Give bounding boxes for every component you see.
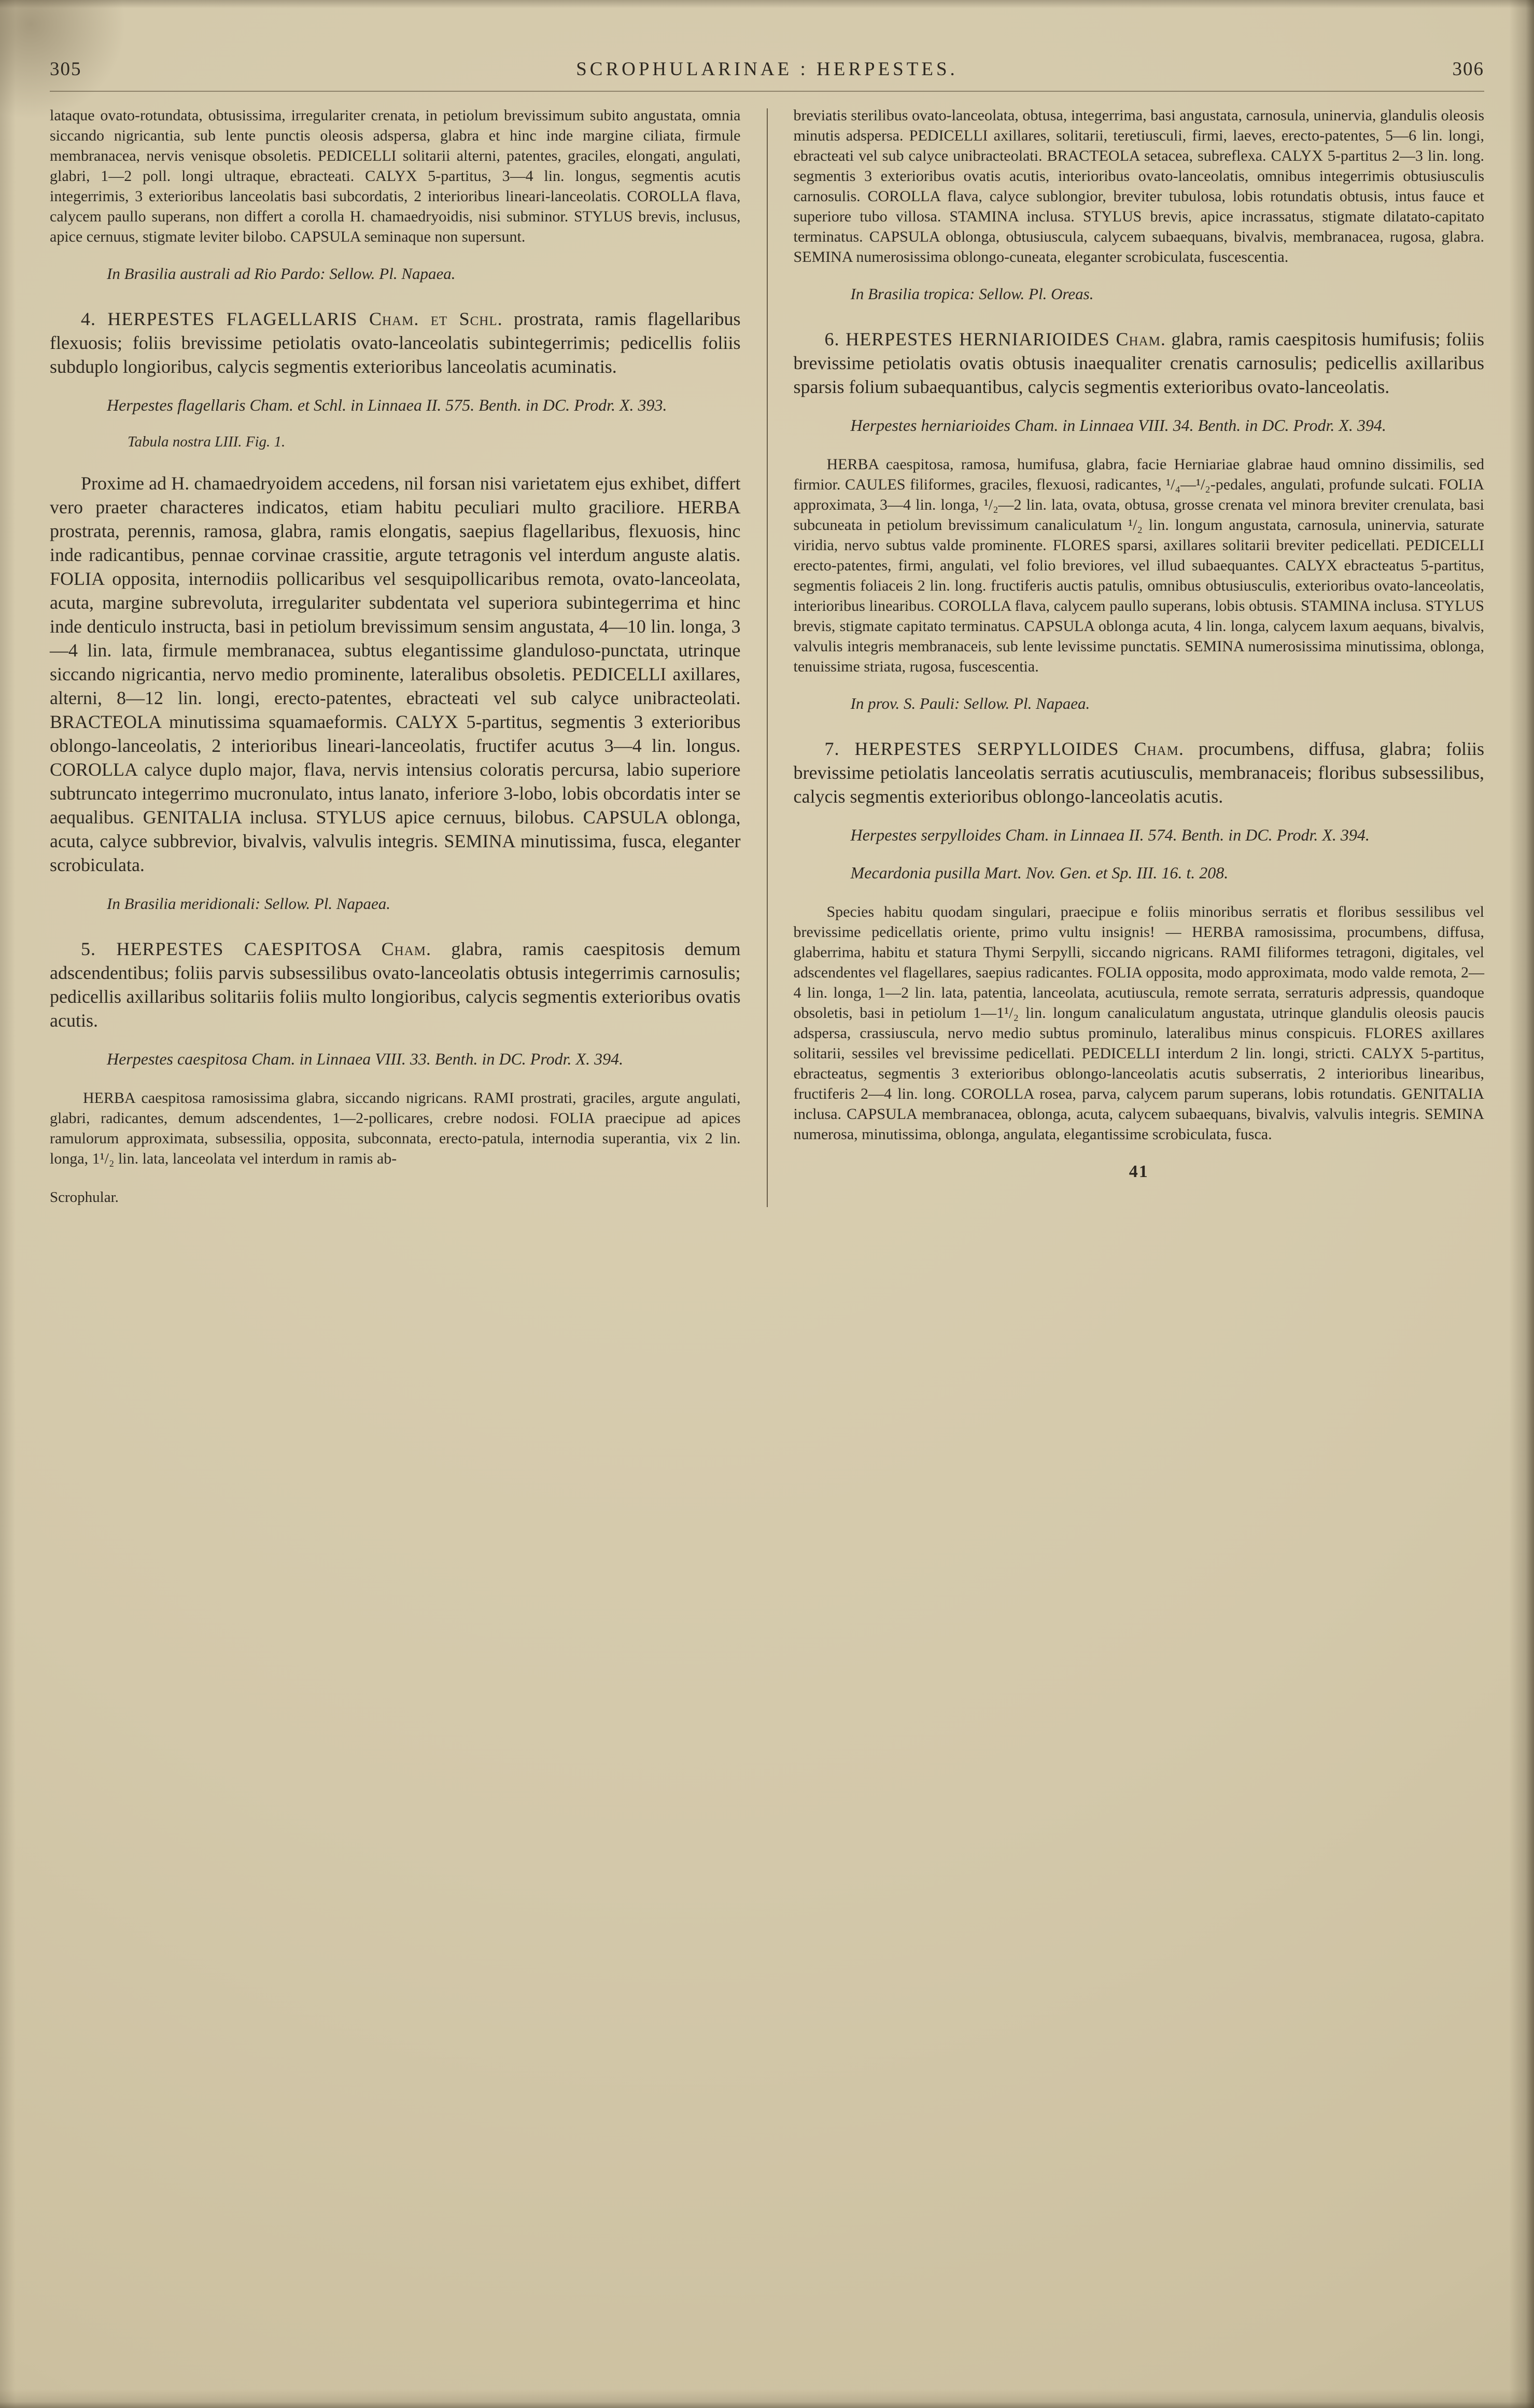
species-7-citation-1: Herpestes serpylloides Cham. in Linnaea II. 574. Benth. in DC. Prodr. X. 394. [850,825,1370,844]
continued-description-paragraph: lataque ovato-rotundata, obtusissima, irregulariter crenata, in petiolum brevissimum subito angustata, omnia siccando nigricantia, sub lente punctis oleosis adspersa, glabra et hinc inde margine ciliata, firmule membranacea, nervis venisque obsoletis. PEDICELLI solitarii alterni, patentes, graciles, elongati, angulati, glabri, 1—2 poll. longi ultraque, ebracteati. CALYX 5-partitus, 3—4 lin. longus, segmentis acutis integerrimis, 3 exterioribus lanceolatis basi subcordatis, 2 interioribus lineari-lanceolatis. COROLLA flava, calycem paullo superans, non differt a corolla H. chamaedryoidis, nisi subminor. STYLUS brevis, inclusus, apice cernuus, stigmate leviter bilobo. CAPSULA seminaque non supersunt. [50,107,741,245]
signature-mark: Scrophular. [50,1189,119,1206]
species-5-diagnosis: glabra, ramis caespitosis demum adscendentibus; foliis parvis subsessilibus ovato-lanceolatis obtusis integerrimis carnosulis; pedicellis axillaribus solitariis foliis multo longioribus, calycis segmentis exterioribus ovatis acutis. [50,939,741,1031]
column-divider-rule [767,108,768,1207]
continued-description-paragraph: breviatis sterilibus ovato-lanceolata, obtusa, integerrima, basi angustata, carnosula, uninervia, glandulis oleosis minutis adspersa. PEDICELLI axillares, solitarii, teretiusculi, firmi, laeves, erecto-patentes, 5—6 lin. longi, ebracteati vel sub calyce unibracteolati. BRACTEOLA setacea, subreflexa. CALYX 5-partitus 2—3 lin. long. segmentis 3 exterioribus ovatis acutis, interioribus ovato-lanceolatis, omnibus integerrimis obtusiusculis carnosulis. COROLLA flava, calyce sublongior, breviter tubulosa, lobis rotundatis obtusis, intus fauce et superiore tubo villosa. STAMINA inclusa. STYLUS brevis, apice incrassatus, stigmate dilatato-capitato terminatus. CAPSULA oblonga, obtusiuscula, calycem subaequans, bivalvis, membranacea, rugosa, glabra. SEMINA numerosissima oblongo-cuneata, eleganter scrobiculata, fuscescentia. [793,107,1484,265]
species-5-description: HERBA caespitosa ramosissima glabra, siccando nigricans. RAMI prostrati, graciles, argute angulati, glabri, radicantes, demum adscendentes, 1—2-pollicares, crebre nodosi. FOLIA praecipue ad apices ramulorum approximata, subsessilia, opposita, subconnata, erecto-patula, internodia superantia, vix 2 lin. longa, 1¹/₂ lin. lata, lanceolata vel interdum in ramis ab- [50,1089,741,1167]
page-number-left: 305 [50,59,82,80]
species-7-citation-2: Mecardonia pusilla Mart. Nov. Gen. et Sp. III. 16. t. 208. [850,863,1229,882]
species-7-heading-paragraph [794,737,1485,808]
species-5-heading-paragraph [50,937,741,1032]
running-title: SCROPHULARINAE : HERPESTES. [576,59,958,80]
running-head [0,0,1534,80]
header-rule [50,91,1484,92]
species-6-description: HERBA caespitosa, ramosa, humifusa, glabra, facie Herniariae glabrae haud omnino dissimilis, sed firmior. CAULES filiformes, graciles, flexuosi, radicantes, ¹/₄—¹/₂-pedales, angulati, profunde sulcati. FOLIA approximata, 3—4 lin. longa, ¹/₂—2 lin. lata, ovata, obtusa, grosse crenata vel minora breviter crenulata, basi subcuneata in petiolum brevissimum canaliculatum ¹/₂ lin. longum angustata, carnosula, uninervia, saturate viridia, nervo subtus valde prominente. FLORES sparsi, axillares solitarii breviter pedicellati. PEDICELLI erecto-patentes, firmi, angulati, vel folio breviores, vel illud subaequantes. CALYX ebracteatus 5-partitus, segmentis foliaceis 2 lin. long. fructiferis auctis patulis, omnibus obtusiusculis, exterioribus ovato-lanceolatis, interioribus linearibus. COROLLA flava, calycem paullo superans, lobis obtusis. STAMINA inclusa. STYLUS brevis, stigmate capitato terminatus. CAPSULA oblonga acuta, 4 lin. longa, calycem laxum aequans, bivalvis, valvulis integris membranaceis, sub lente levissime punctatis. SEMINA numerosissima minutissima, oblonga, tenuissime striata, rugosa, fuscescentia. [793,456,1484,675]
species-4-citation: Herpestes flagellaris Cham. et Schl. in Linnaea II. 575. Benth. in DC. Prodr. X. 393. [107,396,667,414]
species-4-heading-paragraph [50,307,741,379]
locality-note-species-5: In Brasilia tropica: Sellow. Pl. Oreas. [850,285,1094,303]
species-4-diagnosis: prostrata, ramis flagellaribus flexuosis; foliis brevissime petiolatis ovato-lanceolatis subintegerrimis; pedicellis foliis subduplo longioribus, calycis segmentis exterioribus lanceolatis acuminatis. [50,309,741,377]
species-4-description: Proxime ad H. chamaedryoidem accedens, nil forsan nisi varietatem ejus exhibet, differt vero praeter characteres indicatos, etiam habitu peculiari multo graciliore. HERBA prostrata, perennis, ramosa, glabra, ramis elongatis, saepius flagellaribus, flexuosis, hinc inde radicantibus, pennae corvinae crassitie, argute tetragonis vel interdum anguste alatis. FOLIA opposita, internodiis pollicaribus vel sesquipollicaribus remota, ovato-lanceolata, acuta, margine subrevoluta, irregulariter subdentata vel superiora subintegerrima et hinc inde denticulo instructa, basi in petiolum brevissimum sensim angustata, 4—10 lin. longa, 3—4 lin. lata, firmule membranacea, subtus elegantissime glanduloso-punctata, utrinque siccando nigricantia, nervo medio prominente, lateralibus obsoletis. PEDICELLI axillares, alterni, 8—12 lin. longi, erecto-patentes, ebracteati vel sub calyce unibracteolati. BRACTEOLA minutissima squamaeformis. CALYX 5-partitus, segmentis 3 exterioribus oblongo-lanceolatis, 2 interioribus lineari-lanceolatis, fructifer acutus 3—4 lin. longus. COROLLA calyce duplo major, flava, nervis intensius coloratis percursa, labio superiore subtruncato integerrimo mucronulato, intus lanato, inferiore 3-lobo, lobis obcordatis inter se aequalibus. GENITALIA inclusa. STYLUS apice cernuus, bilobus. CAPSULA oblonga, acuta, calyce subbrevior, bivalvis, valvulis integris. SEMINA minutissima, fusca, eleganter scrobiculata. [50,473,741,875]
species-6-heading-paragraph [794,327,1485,399]
species-6-name: 6. HERPESTES HERNIARIOIDES Cham. [824,329,1166,349]
species-4-locality: In Brasilia meridionali: Sellow. Pl. Napaea. [107,894,391,913]
species-6-citation: Herpestes herniarioides Cham. in Linnaea VIII. 34. Benth. in DC. Prodr. X. 394. [850,416,1386,435]
species-5-citation: Herpestes caespitosa Cham. in Linnaea VIII. 33. Benth. in DC. Prodr. X. 394. [107,1049,624,1068]
species-7-diagnosis: procumbens, diffusa, glabra; foliis brevissime petiolatis lanceolatis serratis acutiusculis, membranaceis; floribus subsessilibus, calycis segmentis exterioribus oblongo-lanceolatis acutis. [793,738,1484,807]
left-column [50,105,741,1207]
page-number-right: 306 [1452,59,1484,80]
species-7-name: 7. HERPESTES SERPYLLOIDES Cham. [824,738,1184,759]
sheet-number: 41 [1129,1162,1149,1181]
right-column [794,105,1485,1207]
species-5-name: 5. HERPESTES CAESPITOSA Cham. [81,939,431,959]
species-4-plate-reference: Tabula nostra LIII. Fig. 1. [128,433,286,450]
species-6-locality: In prov. S. Pauli: Sellow. Pl. Napaea. [850,694,1090,712]
species-6-diagnosis: glabra, ramis caespitosis humifusis; foliis brevissime petiolatis ovatis obtusis inaequaliter crenatis carnosulis; pedicellis axillaribus sparsis folium subaequantibus, calycis segmentis exterioribus ovato-lanceolatis. [793,329,1485,397]
text-columns [50,105,1484,1207]
locality-note-species-3: In Brasilia australi ad Rio Pardo: Sellow. Pl. Napaea. [107,264,456,283]
species-4-name: 4. HERPESTES FLAGELLARIS Cham. et Schl. [81,309,503,329]
species-7-description: Species habitu quodam singulari, praecipue e foliis minoribus serratis et floribus sessilibus vel brevissime pedicellatis oriente, primo vultu insignis! — HERBA ramosissima, procumbens, diffusa, glaberrima, habitu et statura Thymi Serpylli, siccando nigricans. RAMI filiformes tetragoni, digitales, vel adscendentes vel flagellares, saepius radicantes. FOLIA opposita, modo approximata, modo valde remota, 2—4 lin. longa, 1—2 lin. lata, patentia, lanceolata, acutiuscula, remote serrata, serraturis adpressis, quandoque obsoletis, basi in petiolum 1—1¹/₂ lin. longum canaliculatum angustata, utrinque glandulis oleosis paucis adspersa, crassiuscula, nervo medio subtus prominulo, lateralibus minus conspicuis. FLORES axillares solitarii, sessiles vel brevissime pedicellati. PEDICELLI interdum 2 lin. longi, stricti. CALYX 5-partitus, ebracteatus, segmentis 3 exterioribus oblongo-lanceolatis acutis subserratis, 2 interioribus linearibus, fructiferis 2—4 lin. long. COROLLA rosea, parva, calycem parum superans, lobis rotundatis. GENITALIA inclusa. CAPSULA membranacea, oblonga, acuta, calycem subaequans, bivalvis, valvulis integris. SEMINA numerosa, minutissima, oblonga, angulata, elegantissime scrobiculata, fusca. [793,903,1484,1143]
